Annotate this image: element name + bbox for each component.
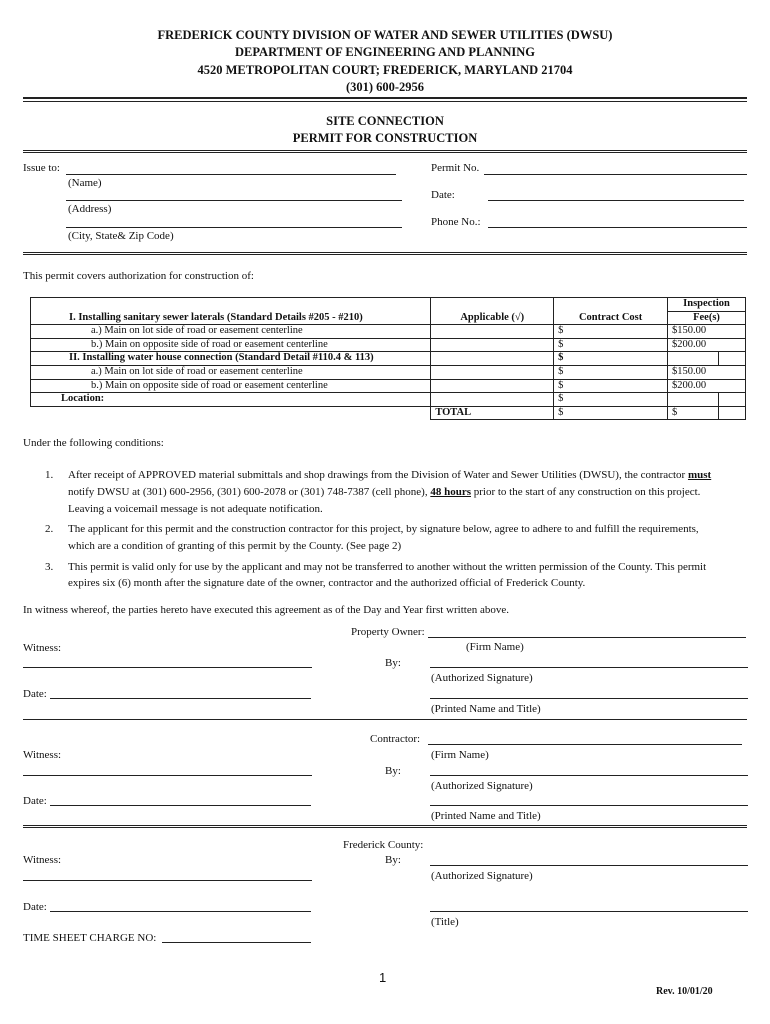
condition-2-number: 2. [45,523,54,535]
owner-auth-sig-label: (Authorized Signature) [431,672,533,684]
owner-by-label: By: [385,657,401,669]
contractor-witness-field[interactable] [23,775,312,776]
address-field[interactable] [66,200,402,201]
location-applicable[interactable] [431,393,554,407]
time-sheet-field[interactable] [162,942,311,943]
row-1b-applicable[interactable] [431,338,554,352]
must-emphasis: must [687,469,712,481]
county-witness-field[interactable] [23,880,312,881]
row-2b-applicable[interactable] [431,379,554,393]
county-date-field[interactable] [50,911,311,912]
total-label: TOTAL [431,406,554,420]
condition-3-line-1: This permit is valid only for use by the applicant and may not be transferred to another without the written permission of the County. This permit [68,561,707,573]
county-auth-sig-label: (Authorized Signature) [431,870,533,882]
row-2-cost[interactable]: $ [554,352,668,366]
condition-1-line-1: After receipt of APPROVED material submittals and shop drawings from the Division of Water and Sewer Utilities (DWSU), the contractor must [68,469,712,481]
table-row [31,338,746,352]
owner-date-field[interactable] [50,698,311,699]
table-row [31,406,746,420]
row-2b-label: b.) Main on opposite side of road or easement centerline [31,379,431,393]
contractor-date-label: Date: [23,795,47,807]
table-row [31,393,746,407]
condition-1-line-2: notify DWSU at (301) 600-2956, (301) 600-2078 or (301) 748-7387 (cell phone), 48 hours prior to the start of any construction on this project. [68,486,701,498]
condition-3-line-2: expires six (6) month after the signature date of the owner, contractor and the authorized official of Frederick County. [68,577,586,589]
owner-signature-field[interactable] [430,667,748,668]
permit-title-1: SITE CONNECTION [326,114,444,128]
row-2a-fee: $150.00 [668,365,746,379]
county-signature-field[interactable] [430,865,748,866]
condition-2-line-2: which are a condition of granting of this permit by the County. (See page 2) [68,540,402,552]
header-line-3: 4520 METROPOLITAN COURT; FREDERICK, MARYLAND 21704 [197,63,573,77]
row-2a-cost[interactable]: $ [554,365,668,379]
city-field[interactable] [66,227,402,228]
witness-statement: In witness whereof, the parties hereto have executed this agreement as of the Day and Year first written above. [23,604,509,616]
header-line-4: (301) 600-2956 [345,80,425,94]
county-witness-label: Witness: [23,854,62,866]
permit-title-2: PERMIT FOR CONSTRUCTION [292,131,478,145]
contractor-firm-name-label: (Firm Name) [431,749,489,761]
table-row [31,325,746,339]
contractor-firm-field[interactable] [428,744,742,745]
row-2a-label: a.) Main on lot side of road or easement centerline [31,365,431,379]
condition-3-number: 3. [45,561,54,573]
property-owner-firm-field[interactable] [428,637,746,638]
contractor-by-label: By: [385,765,401,777]
owner-witness-label: Witness: [23,642,62,654]
row-2a-applicable[interactable] [431,365,554,379]
name-field[interactable] [66,174,396,175]
total-fee: $ [668,406,719,420]
table-row [31,352,746,366]
contractor-printed-label: (Printed Name and Title) [431,810,541,822]
frederick-county-label: Frederick County: [343,839,424,851]
name-label: (Name) [68,177,102,189]
issue-divider [23,252,747,255]
contractor-witness-label: Witness: [23,749,62,761]
title-divider [23,150,747,153]
row-2-applicable[interactable] [431,352,554,366]
permit-no-field[interactable] [484,174,747,175]
condition-2-line-1: The applicant for this permit and the construction contractor for this project, by signature below, agree to adhere to and fulfill the requirements, [68,523,699,535]
page-number: 1 [379,970,387,985]
owner-date-label: Date: [23,688,47,700]
covers-text: This permit covers authorization for construction of: [23,270,254,282]
time-sheet-label: TIME SHEET CHARGE NO: [23,932,157,944]
permit-no-label: Permit No. [431,162,480,174]
date-field[interactable] [488,200,744,201]
row-1b-label: b.) Main on opposite side of road or easement centerline [31,338,431,352]
property-owner-label: Property Owner: [351,626,425,638]
condition-1-number: 1. [45,469,54,481]
row-1a-applicable[interactable] [431,325,554,339]
section-1-title: I. Installing sanitary sewer laterals (Standard Details #205 - #210) [31,298,431,325]
section-2-title: II. Installing water house connection (Standard Detail #110.4 & 113) [31,352,431,366]
county-title-label: (Title) [431,916,459,928]
inspection-header: Inspection [668,298,746,312]
contractor-date-field[interactable] [50,805,311,806]
fees-header: Fee(s) [668,311,746,325]
county-date-label: Date: [23,901,47,913]
row-1a-cost[interactable]: $ [554,325,668,339]
issue-to-label: Issue to: [23,162,60,174]
contractor-auth-sig-label: (Authorized Signature) [431,780,533,792]
header-line-1: FREDERICK COUNTY DIVISION OF WATER AND SEWER UTILITIES (DWSU) [157,28,613,42]
condition-1-line-3: Leaving a voicemail message is not adequate notification. [68,503,323,515]
owner-printed-label: (Printed Name and Title) [431,703,541,715]
contract-cost-header: Contract Cost [554,298,668,325]
table-row [31,365,746,379]
phone-label: Phone No.: [431,216,481,228]
row-1b-fee: $200.00 [668,338,746,352]
location-label: Location: [31,393,431,407]
owner-divider [23,719,747,720]
date-label: Date: [431,189,455,201]
row-2b-fee: $200.00 [668,379,746,393]
row-2b-cost[interactable]: $ [554,379,668,393]
owner-witness-field[interactable] [23,667,312,668]
contractor-signature-field[interactable] [430,775,748,776]
revision-label: Rev. 10/01/20 [656,986,713,997]
48-hours-emphasis: 48 hours [430,486,471,498]
table-row [31,379,746,393]
construction-table [30,297,746,420]
contractor-divider [23,825,747,828]
owner-firm-name-label: (Firm Name) [466,641,524,653]
header-divider [23,97,747,102]
contractor-label: Contractor: [370,733,421,745]
city-label: (City, State& Zip Code) [68,230,174,242]
applicable-header: Applicable (√) [431,298,554,325]
total-cost[interactable]: $ [554,406,668,420]
row-1b-cost[interactable]: $ [554,338,668,352]
contractor-printed-field[interactable] [430,805,748,806]
conditions-intro: Under the following conditions: [23,437,164,449]
location-cost[interactable]: $ [554,393,668,407]
county-title-field[interactable] [430,911,748,912]
county-by-label: By: [385,854,401,866]
header-line-2: DEPARTMENT OF ENGINEERING AND PLANNING [234,45,536,59]
owner-printed-field[interactable] [430,698,748,699]
address-label: (Address) [68,203,112,215]
phone-field[interactable] [488,227,747,228]
row-1a-label: a.) Main on lot side of road or easement centerline [31,325,431,339]
row-1a-fee: $150.00 [668,325,746,339]
